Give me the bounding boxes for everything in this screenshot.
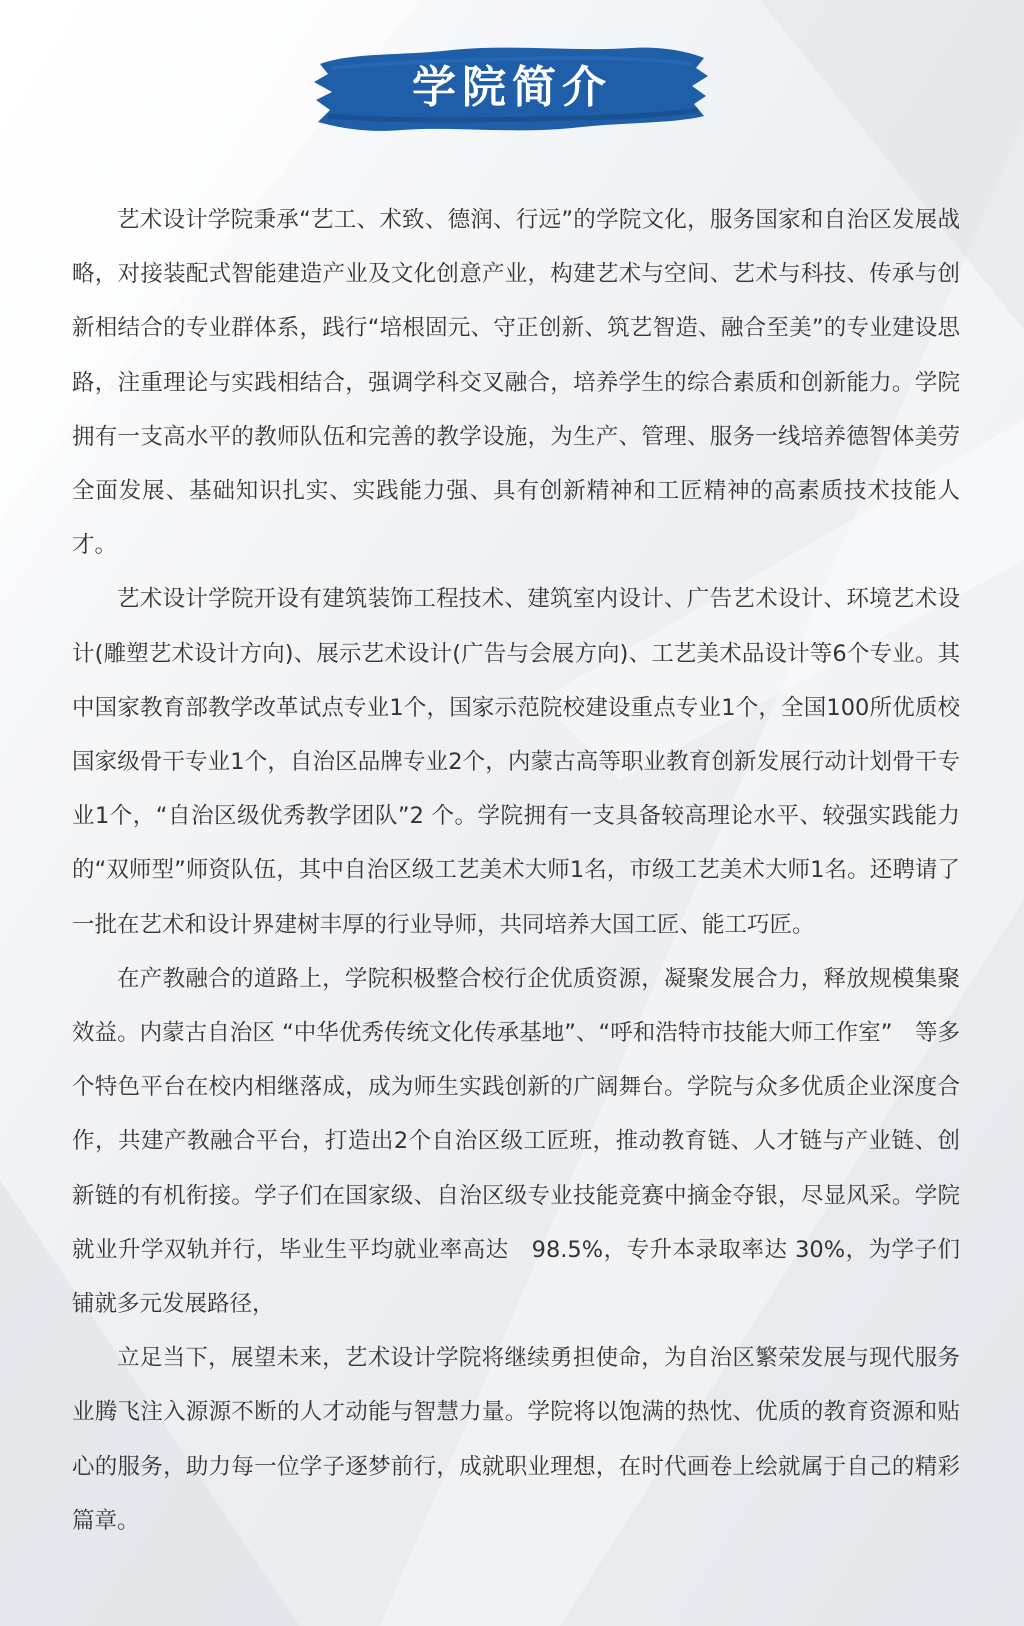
- paragraph: 在产教融合的道路上，学院积极整合校行企优质资源，凝聚发展合力，释放规模集聚效益。内蒙古自治区 “中华优秀传统文化传承基地”、“呼和浩特市技能大师工作室” 等多个特色平台在校内相继落成，成为师生实践创新的广阔舞台。学院与众多优质企业深度合作，共建产教融合平台，打造出2个自治区级工匠班，推动教育链、人才链与产业链、创新链的有机衔接。学子们在国家级、自治区级专业技能竞赛中摘金夺银，尽显风采。学院就业升学双轨并行，毕业生平均就业率高达 98.5%，专升本录取率达 30%，为学子们铺就多元发展路径，: [72, 965, 960, 1318]
- header: [0, 0, 1024, 170]
- paragraph: 艺术设计学院开设有建筑装饰工程技术、建筑室内设计、广告艺术设计、环境艺术设计(雕塑艺术设计方向)、展示艺术设计(广告与会展方向)、工艺美术品设计等6个专业。其中国家教育部教学改革试点专业1个，国家示范院校建设重点专业1个，全国100所优质校国家级骨干专业1个，自治区品牌专业2个，内蒙古高等职业教育创新发展行动计划骨干专业1个，“自治区级优秀教学团队”2 个。学院拥有一支具备较高理论水平、较强实践能力的“双师型”师资队伍，其中自治区级工艺美术大师1名，市级工艺美术大师1名。还聘请了一批在艺术和设计界建树丰厚的行业导师，共同培养大国工匠、能工巧匠。: [72, 586, 960, 938]
- page-title: 学院简介: [412, 62, 612, 113]
- article-body: [72, 193, 960, 1548]
- paragraph: 艺术设计学院秉承“艺工、术致、德润、行远”的学院文化，服务国家和自治区发展战略，对接装配式智能建造产业及文化创意产业，构建艺术与空间、艺术与科技、传承与创新相结合的专业群体系，践行“培根固元、守正创新、筑艺智造、融合至美”的专业建设思路，注重理论与实践相结合，强调学科交叉融合，培养学生的综合素质和创新能力。学院拥有一支高水平的教师队伍和完善的教学设施，为生产、管理、服务一线培养德智体美劳全面发展、基础知识扎实、实践能力强、具有创新精神和工匠精神的高素质技术技能人才。: [72, 207, 960, 559]
- paragraph: 立足当下，展望未来，艺术设计学院将继续勇担使命，为自治区繁荣发展与现代服务业腾飞注入源源不断的人才动能与智慧力量。学院将以饱满的热忱、优质的教育资源和贴心的服务，助力每一位学子逐梦前行，成就职业理想，在时代画卷上绘就属于自己的精彩篇章。: [72, 1345, 960, 1534]
